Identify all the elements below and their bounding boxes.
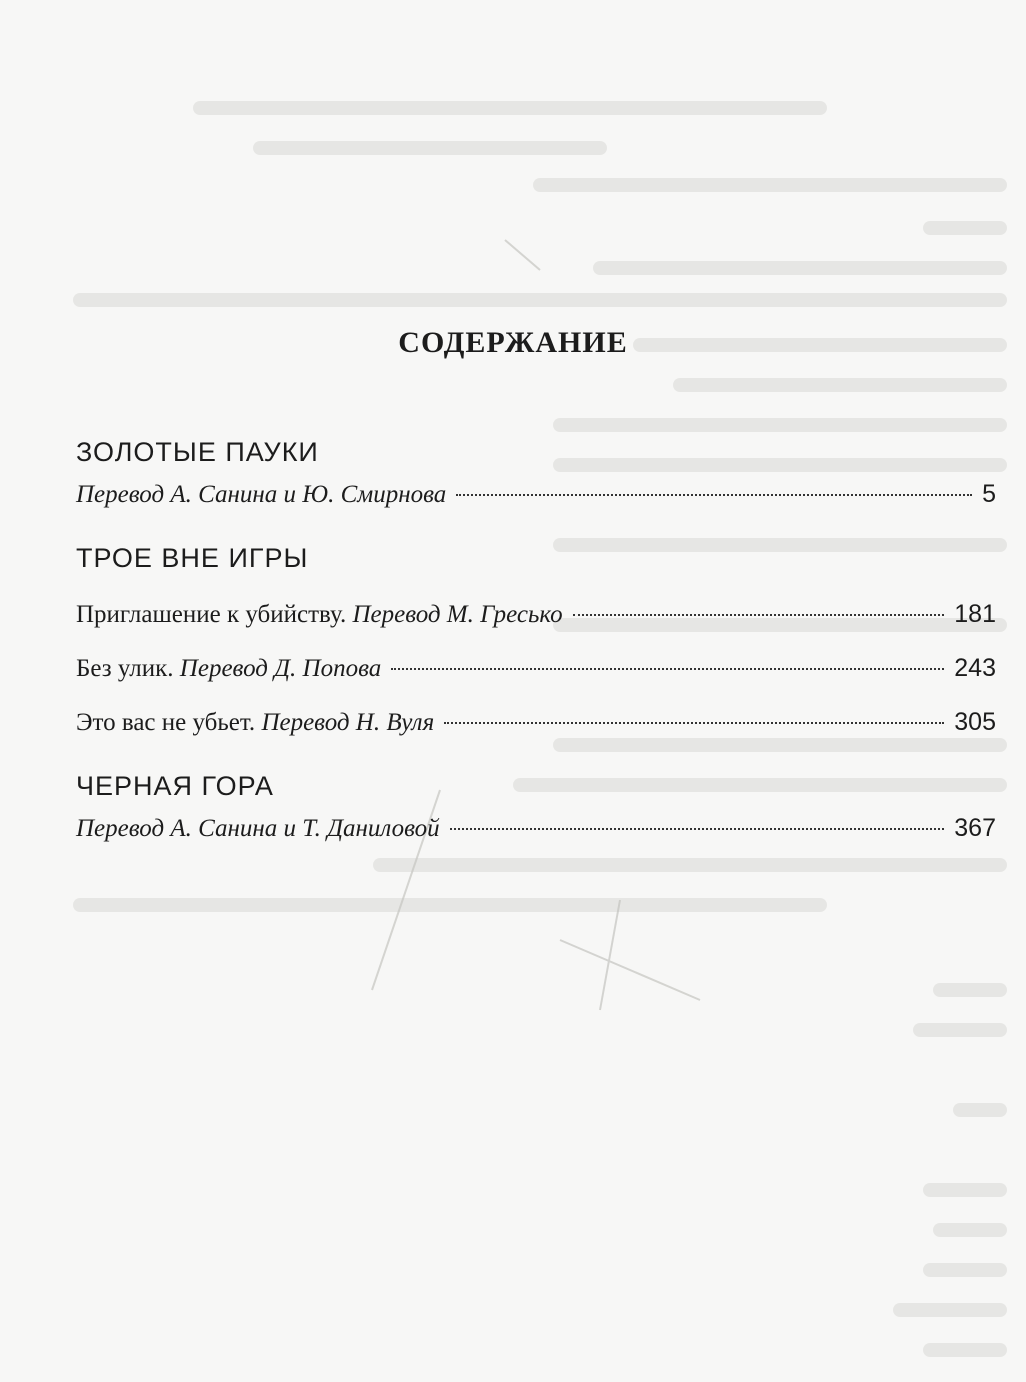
entry-page-number: 367: [954, 814, 996, 842]
section-heading-three-out-of-game: ТРОЕ ВНЕ ИГРЫ: [76, 543, 309, 573]
table-of-contents: [76, 430, 996, 848]
toc-entry[interactable]: [76, 594, 996, 634]
section-heading-black-mountain: ЧЕРНАЯ ГОРА: [76, 771, 274, 801]
entry-page-number: 181: [954, 600, 996, 628]
contents-title: СОДЕРЖАНИЕ: [398, 326, 628, 359]
dot-leader: [573, 614, 945, 616]
entry-title: Это вас не убьет.: [76, 709, 256, 736]
entry-translator: Перевод М. Гресько: [352, 601, 563, 628]
dot-leader: [391, 668, 944, 670]
section-heading-golden-spiders: ЗОЛОТЫЕ ПАУКИ: [76, 437, 319, 467]
entry-page-number: 243: [954, 654, 996, 682]
toc-entry[interactable]: [76, 808, 996, 848]
entry-title: Без улик.: [76, 655, 174, 682]
entry-translator: Перевод Д. Попова: [179, 655, 382, 682]
dot-leader: [450, 828, 945, 830]
toc-entry[interactable]: [76, 474, 996, 514]
dot-leader: [444, 722, 944, 724]
entry-translator: Перевод А. Санина и Т. Даниловой: [76, 815, 440, 842]
entry-page-number: 5: [982, 480, 996, 508]
toc-entry[interactable]: [76, 648, 996, 688]
entry-translator: Перевод А. Санина и Ю. Смирнова: [76, 481, 447, 508]
dot-leader: [456, 494, 972, 496]
toc-entry[interactable]: [76, 702, 996, 742]
entry-translator: Перевод Н. Вуля: [261, 709, 435, 736]
entry-page-number: 305: [954, 708, 996, 736]
entry-title: Приглашение к убийству.: [76, 601, 347, 628]
